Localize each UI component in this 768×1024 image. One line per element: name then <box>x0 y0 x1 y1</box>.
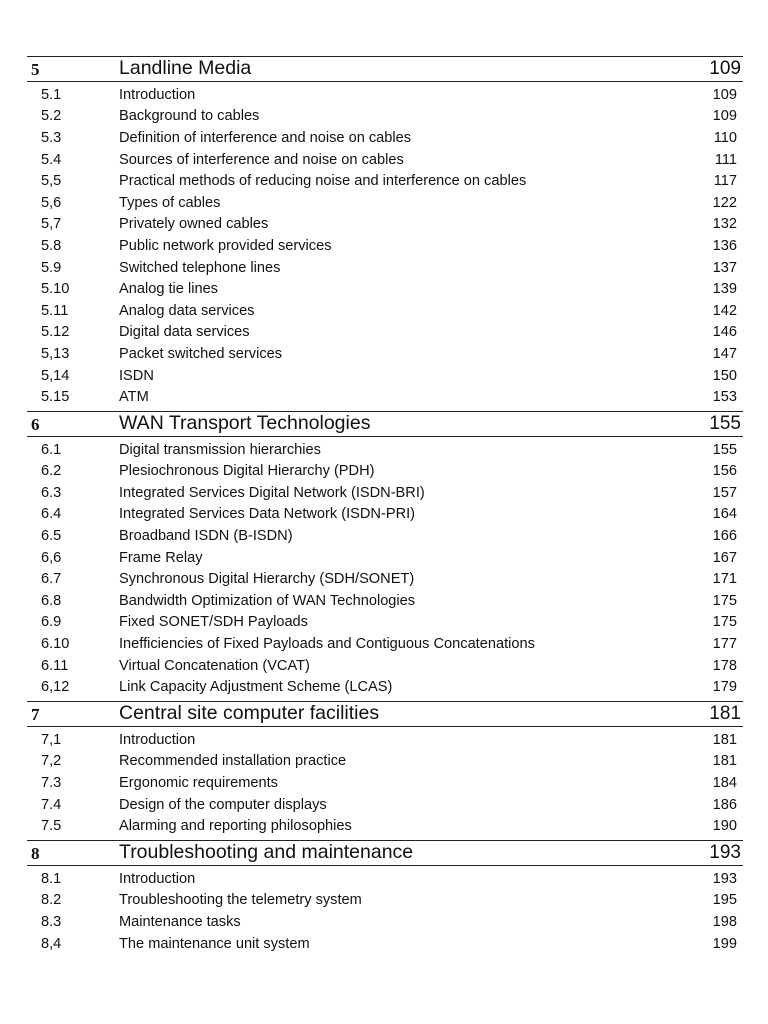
section-list <box>27 437 743 701</box>
section-title: Ergonomic requirements <box>119 775 278 792</box>
section-number: 6,12 <box>41 679 70 696</box>
section-number: 7.4 <box>41 796 62 813</box>
section-title: Recommended installation practice <box>119 753 347 770</box>
section-number: 5,13 <box>41 345 70 362</box>
section-title: Troubleshooting the telemetry system <box>119 892 362 909</box>
section-title: Privately owned cables <box>119 216 269 233</box>
toc-entry[interactable] <box>27 729 743 751</box>
section-title: Frame Relay <box>119 549 203 566</box>
section-page-number: 181 <box>712 731 737 748</box>
section-title: Digital transmission hierarchies <box>119 441 321 458</box>
section-title: Introduction <box>119 870 196 887</box>
toc-entry[interactable] <box>27 192 743 214</box>
section-title: Integrated Services Data Network (ISDN-PRI) <box>119 506 416 523</box>
section-page-number: 153 <box>712 389 737 406</box>
chapter-number: 5 <box>31 60 40 79</box>
section-page-number: 164 <box>712 506 737 523</box>
chapter-section <box>27 840 743 957</box>
section-page-number: 193 <box>712 870 737 887</box>
toc-entry[interactable] <box>27 815 743 837</box>
toc-entry[interactable] <box>27 235 743 257</box>
section-number: 5.4 <box>41 151 62 168</box>
section-page-number: 195 <box>712 892 737 909</box>
section-list <box>27 727 743 840</box>
toc-entry[interactable] <box>27 439 743 461</box>
section-number: 5.9 <box>41 259 62 276</box>
section-number: 5.8 <box>41 237 62 254</box>
section-list <box>27 866 743 957</box>
section-title: Analog data services <box>119 302 255 319</box>
section-page-number: 142 <box>712 302 737 319</box>
chapter-number: 7 <box>31 705 40 725</box>
section-page-number: 147 <box>712 345 737 362</box>
chapter-page-number: 109 <box>709 58 741 79</box>
chapter-page-number: 193 <box>709 842 741 863</box>
section-title: Plesiochronous Digital Hierarchy (PDH) <box>119 463 375 480</box>
section-number: 8.3 <box>41 913 62 930</box>
section-page-number: 186 <box>712 796 737 813</box>
section-title: Introduction <box>119 86 196 103</box>
section-number: 5,6 <box>41 194 62 211</box>
section-page-number: 171 <box>712 571 737 588</box>
toc-entry[interactable] <box>27 655 743 677</box>
toc-entry[interactable] <box>27 633 743 655</box>
section-page-number: 150 <box>712 367 737 384</box>
section-title: Switched telephone lines <box>119 259 281 276</box>
section-title: Packet switched services <box>119 345 283 362</box>
section-page-number: 122 <box>712 194 737 211</box>
section-page-number: 136 <box>712 237 737 254</box>
toc-entry[interactable] <box>27 547 743 569</box>
toc-entry[interactable] <box>27 257 743 279</box>
toc-entry[interactable] <box>27 504 743 526</box>
section-number: 8.2 <box>41 892 62 909</box>
section-title: Link Capacity Adjustment Scheme (LCAS) <box>119 679 393 696</box>
section-title: Background to cables <box>119 108 260 125</box>
toc-entry[interactable] <box>27 149 743 171</box>
section-page-number: 117 <box>713 173 737 190</box>
section-number: 5.3 <box>41 129 62 146</box>
section-title: Analog tie lines <box>119 281 218 298</box>
toc-entry[interactable] <box>27 933 743 955</box>
chapter-page-number: 181 <box>709 703 741 725</box>
section-title: ATM <box>119 389 149 406</box>
toc-entry[interactable] <box>27 482 743 504</box>
section-number: 6.2 <box>41 463 62 480</box>
section-number: 8.1 <box>41 870 62 887</box>
section-page-number: 175 <box>712 592 737 609</box>
toc-entry[interactable] <box>27 300 743 322</box>
section-number: 7,1 <box>41 731 62 748</box>
section-number: 6.11 <box>41 657 69 674</box>
toc-entry[interactable] <box>27 322 743 344</box>
toc-entry[interactable] <box>27 106 743 128</box>
section-number: 6,6 <box>41 549 62 566</box>
chapter-heading[interactable] <box>27 56 743 82</box>
toc-entry[interactable] <box>27 868 743 890</box>
toc-entry[interactable] <box>27 890 743 912</box>
toc-entry[interactable] <box>27 911 743 933</box>
section-title: Broadband ISDN (B-ISDN) <box>119 528 293 545</box>
section-number: 8,4 <box>41 935 62 952</box>
section-page-number: 111 <box>714 151 737 168</box>
chapter-number: 8 <box>31 844 40 863</box>
section-page-number: 155 <box>712 441 737 458</box>
chapter-section <box>27 701 743 840</box>
toc-entry[interactable] <box>27 343 743 365</box>
section-title: Practical methods of reducing noise and interference on cables <box>119 173 527 190</box>
section-page-number: 146 <box>712 324 737 341</box>
section-number: 6.3 <box>41 484 62 501</box>
section-page-number: 181 <box>712 753 737 770</box>
section-number: 6.10 <box>41 636 70 653</box>
toc-entry[interactable] <box>27 772 743 794</box>
section-title: Maintenance tasks <box>119 913 241 930</box>
section-number: 6.1 <box>41 441 62 458</box>
section-page-number: 184 <box>712 775 737 792</box>
section-title: Introduction <box>119 731 196 748</box>
chapter-section <box>27 411 743 701</box>
section-title: Sources of interference and noise on cables <box>119 151 404 168</box>
section-number: 6.4 <box>41 506 62 523</box>
section-title: Virtual Concatenation (VCAT) <box>119 657 310 674</box>
section-title: Synchronous Digital Hierarchy (SDH/SONET) <box>119 571 415 588</box>
toc-entry[interactable] <box>27 461 743 483</box>
section-number: 5.12 <box>41 324 70 341</box>
section-number: 7,2 <box>41 753 62 770</box>
section-page-number: 139 <box>712 281 737 298</box>
section-page-number: 198 <box>712 913 737 930</box>
chapter-number: 6 <box>31 414 40 434</box>
section-title: The maintenance unit system <box>119 935 310 952</box>
chapter-title: WAN Transport Technologies <box>119 411 371 434</box>
toc-entry[interactable] <box>27 127 743 149</box>
chapter-section <box>27 56 743 411</box>
section-title: Design of the computer displays <box>119 796 327 813</box>
section-page-number: 157 <box>712 484 737 501</box>
toc-entry[interactable] <box>27 386 743 408</box>
section-number: 5.1 <box>41 86 62 103</box>
chapter-title: Central site computer facilities <box>119 702 380 725</box>
section-number: 5.2 <box>41 108 62 125</box>
section-title: Digital data services <box>119 324 250 341</box>
table-of-contents <box>27 56 743 957</box>
toc-entry[interactable] <box>27 676 743 698</box>
section-number: 5.10 <box>41 281 70 298</box>
section-number: 5.11 <box>41 302 69 319</box>
section-page-number: 166 <box>712 528 737 545</box>
toc-entry[interactable] <box>27 84 743 106</box>
section-page-number: 132 <box>712 216 737 233</box>
section-page-number: 177 <box>712 636 737 653</box>
section-title: Alarming and reporting philosophies <box>119 818 352 835</box>
chapter-heading[interactable] <box>27 840 743 866</box>
section-number: 6.5 <box>41 528 62 545</box>
section-number: 5.15 <box>41 389 70 406</box>
chapter-page-number: 155 <box>709 412 741 434</box>
section-number: 6.9 <box>41 614 62 631</box>
section-list <box>27 82 743 411</box>
section-title: Bandwidth Optimization of WAN Technologies <box>119 592 416 609</box>
chapter-heading[interactable] <box>27 411 743 437</box>
section-title: Types of cables <box>119 194 221 211</box>
toc-entry[interactable] <box>27 525 743 547</box>
section-number: 7.5 <box>41 818 62 835</box>
toc-entry[interactable] <box>27 612 743 634</box>
section-page-number: 190 <box>712 818 737 835</box>
section-page-number: 109 <box>712 86 737 103</box>
section-page-number: 178 <box>712 657 737 674</box>
toc-entry[interactable] <box>27 278 743 300</box>
toc-entry[interactable] <box>27 590 743 612</box>
section-number: 5,5 <box>41 173 62 190</box>
section-page-number: 199 <box>712 935 737 952</box>
section-number: 5,14 <box>41 367 70 384</box>
section-title: Public network provided services <box>119 237 332 254</box>
section-number: 6.7 <box>41 571 62 588</box>
section-title: Definition of interference and noise on cables <box>119 129 412 146</box>
section-number: 7.3 <box>41 775 62 792</box>
chapter-heading[interactable] <box>27 701 743 727</box>
chapter-title: Landline Media <box>119 57 252 79</box>
toc-entry[interactable] <box>27 365 743 387</box>
section-page-number: 110 <box>713 129 737 146</box>
toc-entry[interactable] <box>27 794 743 816</box>
section-title: Fixed SONET/SDH Payloads <box>119 614 308 631</box>
toc-entry[interactable] <box>27 214 743 236</box>
toc-entry[interactable] <box>27 568 743 590</box>
toc-entry[interactable] <box>27 751 743 773</box>
section-page-number: 156 <box>712 463 737 480</box>
section-page-number: 179 <box>712 679 737 696</box>
section-page-number: 175 <box>712 614 737 631</box>
section-page-number: 109 <box>712 108 737 125</box>
section-title: ISDN <box>119 367 154 384</box>
section-page-number: 167 <box>712 549 737 566</box>
toc-entry[interactable] <box>27 170 743 192</box>
section-number: 6.8 <box>41 592 62 609</box>
section-number: 5,7 <box>41 216 62 233</box>
section-title: Inefficiencies of Fixed Payloads and Contiguous Concatenations <box>119 636 535 653</box>
section-page-number: 137 <box>712 259 737 276</box>
section-title: Integrated Services Digital Network (ISDN-BRI) <box>119 484 425 501</box>
chapter-title: Troubleshooting and maintenance <box>119 841 414 863</box>
